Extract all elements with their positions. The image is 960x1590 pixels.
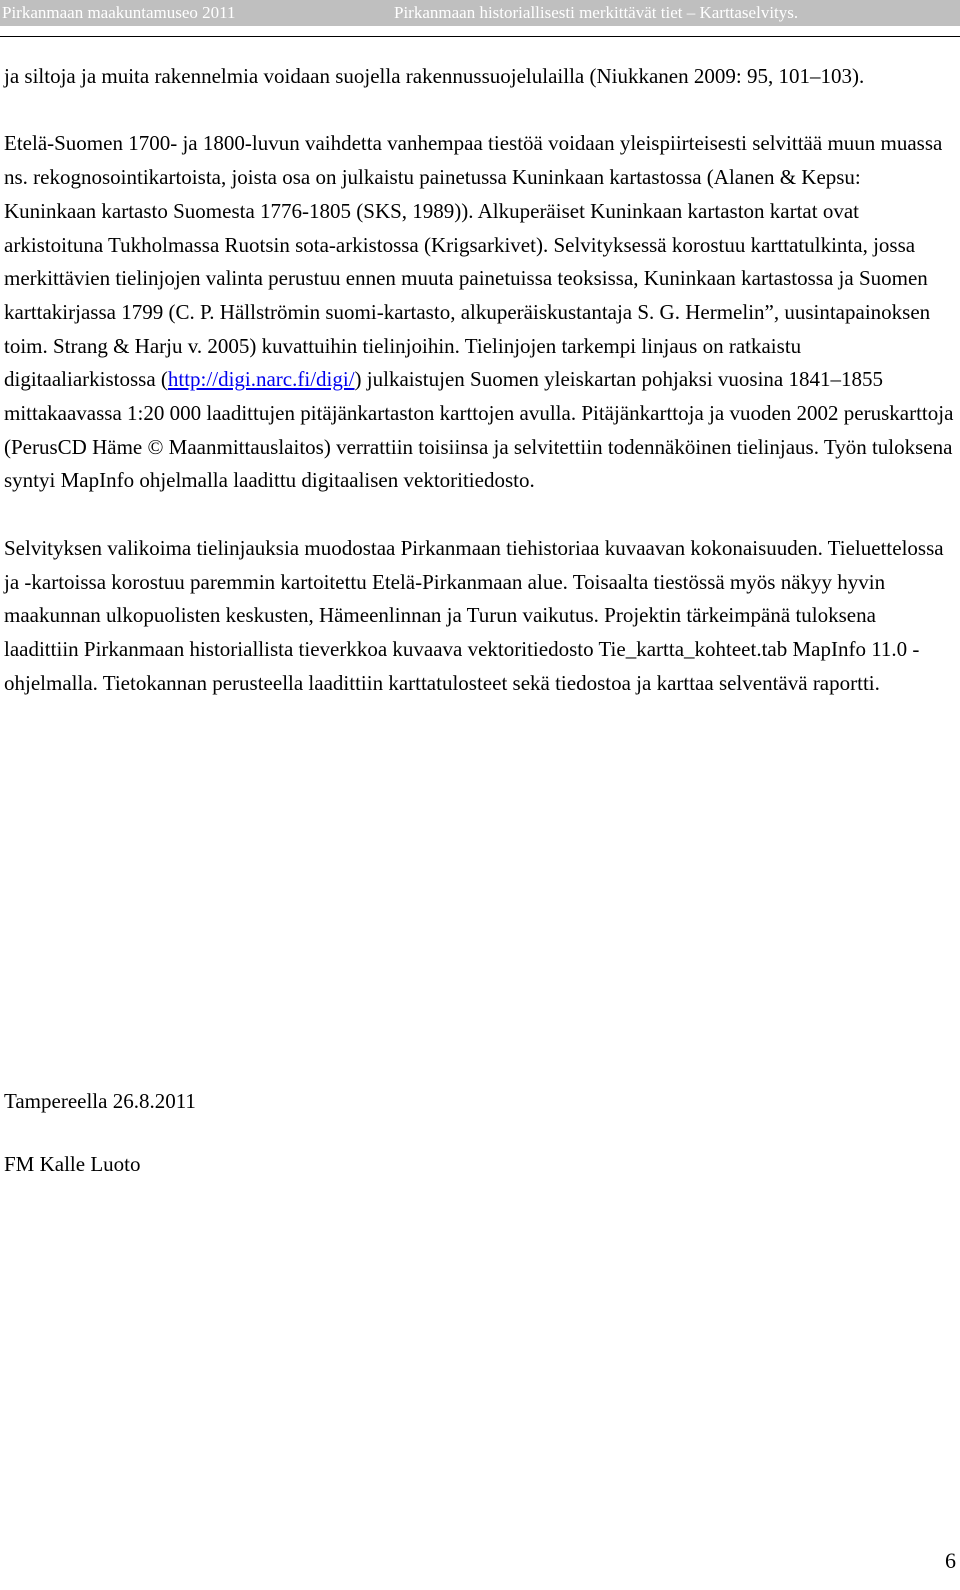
paragraph-3: Selvityksen valikoima tielinjauksia muodostaa Pirkanmaan tiehistoriaa kuvaavan kokonaisuuden. Tieluettelossa ja -kartoissa korostuu paremmin kartoitettu Etelä-Pirkanmaan alue. Toisaalta tiestössä myös näkyy hyvin maakunnan ulkopuolisten keskusten, Hämeenlinnan ja Turun vaikutus. Projektin tärkeimpänä tuloksena laadittiin Pirkanmaan historiallista tieverkkoa kuvaava vektoritiedosto Tie_kartta_kohteet.tab MapInfo 11.0 -ohjelmalla. Tietokannan perusteella laadittiin karttatulosteet sekä tiedostoa ja karttaa selventävä raportti.	[4, 535, 944, 695]
digi-archive-link[interactable]: http://digi.narc.fi/digi/	[167, 367, 355, 392]
page-header	[0, 0, 960, 26]
signature-author: FM Kalle Luoto	[4, 1152, 141, 1176]
paragraph-2-text-a: Etelä-Suomen 1700- ja 1800-luvun vaihdetta vanhempaa tiestöä voidaan yleispiirteisesti selvittää muun muassa ns. rekognosointikartoista, joista osa on julkaistu painetussa Kuninkaan kartastossa (Alanen & Kepsu: Kuninkaan kartasto Suomesta 1776-1805 (SKS, 1989)). Alkuperäiset Kuninkaan kartaston kartat ovat arkistoituna Tukholmassa Ruotsin sota-arkistossa (Krigsarkivet). Selvityksessä korostuu karttatulkinta, jossa merkittävien tielinjojen valinta perustuu ennen muuta painetuissa teoksissa, Kuninkaan kartastossa ja Suomen karttakirjassa 1799 (C. P. Hällströmin suomi-kartasto, alkuperäiskustantaja S. G. Hermelin”, uusintapainoksen toim. Strang & Harju v. 2005) kuvattuihin tielinjoihin. Tielinjojen tarkempi linjaus on ratkaistu digitaaliarkistossa (	[4, 131, 943, 392]
body-text	[4, 60, 954, 700]
signature-place-date: Tampereella 26.8.2011	[4, 1089, 196, 1113]
paragraph-2	[4, 127, 954, 498]
paragraph-1: ja siltoja ja muita rakennelmia voidaan suojella rakennussuojelulailla (Niukkanen 2009: 95, 101–103).	[4, 64, 865, 88]
paragraph-2-text-b: ) julkaistujen Suomen yleiskartan pohjaksi vuosina 1841–1855 mittakaavassa 1:20 000 laadittujen pitäjänkartaston karttojen avulla. Pitäjänkarttoja ja vuoden 2002 peruskarttoja (PerusCD Häme © Maanmittauslaitos) verrattiin toisiinsa ja selvitettiin todennäköinen tielinjaus. Työn tuloksena syntyi MapInfo ohjelmalla laadittu digitaalisen vektoritiedosto.	[4, 367, 954, 493]
header-divider	[0, 36, 960, 37]
header-publisher: Pirkanmaan maakuntamuseo 2011	[2, 3, 236, 22]
header-report-title: Pirkanmaan historiallisesti merkittävät tiet – Karttaselvitys.	[394, 3, 799, 22]
page-number: 6	[945, 1548, 956, 1573]
